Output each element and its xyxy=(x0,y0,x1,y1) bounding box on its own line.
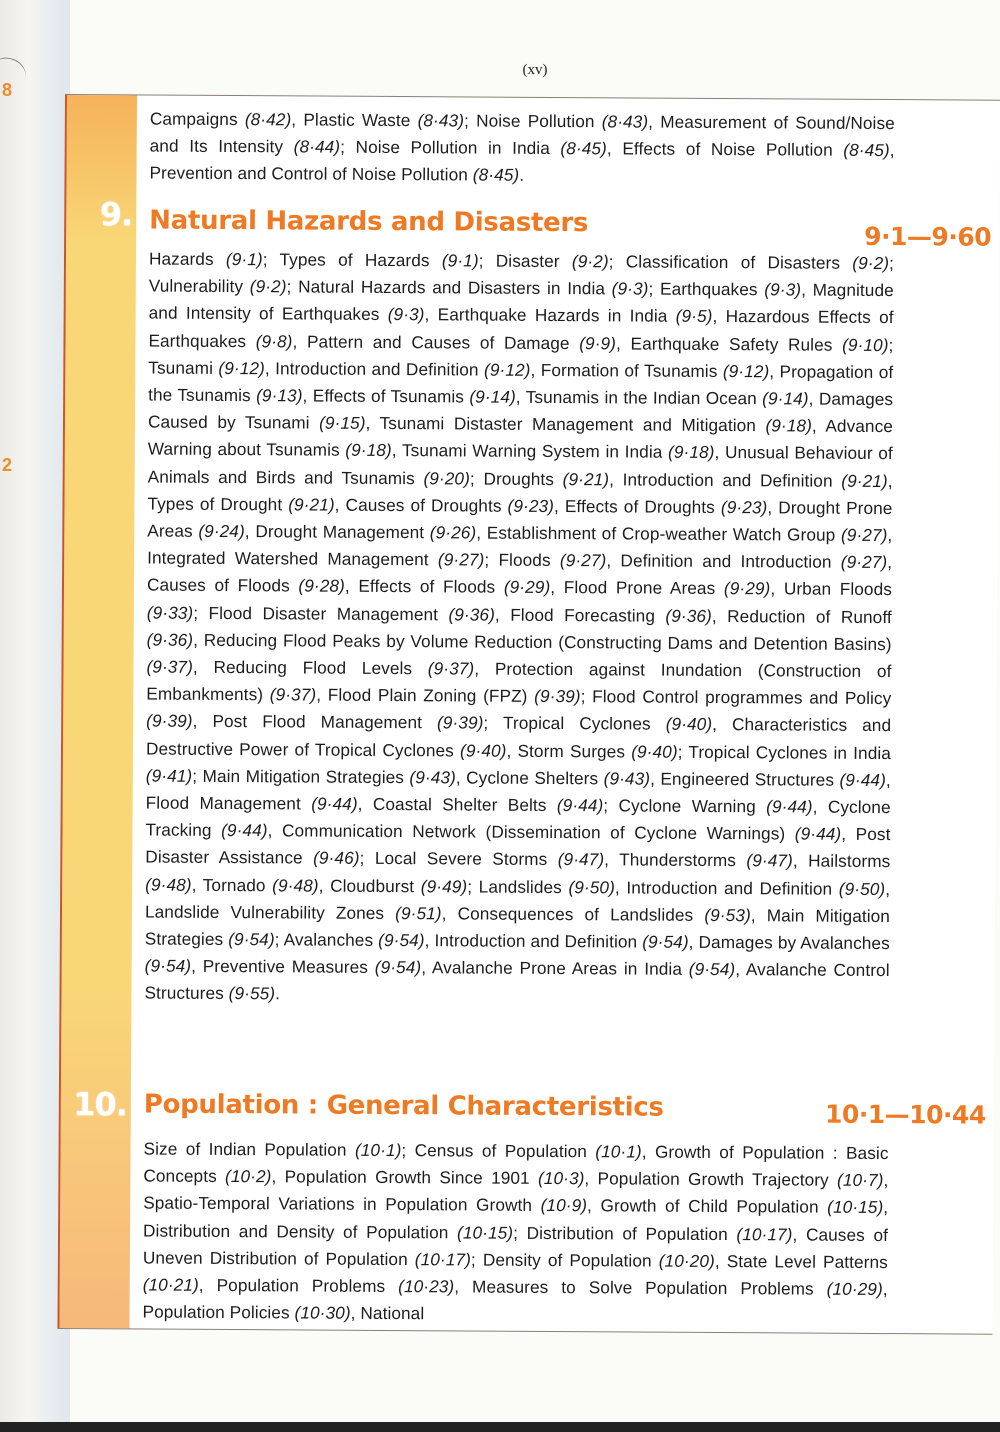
page-reference: (10·2) xyxy=(225,1166,272,1187)
page-reference: (9·43) xyxy=(409,766,456,788)
page-reference: (9·43) xyxy=(603,768,651,789)
page-reference: (9·44) xyxy=(311,793,358,814)
page-reference: (10·15) xyxy=(827,1197,884,1218)
page-reference: (9·2) xyxy=(249,276,287,297)
page-reference: (10·30) xyxy=(294,1302,351,1323)
page-reference: (9·40) xyxy=(631,741,678,762)
page-reference: (9·50) xyxy=(568,876,616,898)
page-reference: (9·48) xyxy=(145,874,192,895)
page-reference: (9·54) xyxy=(374,957,422,978)
page-reference: (9·5) xyxy=(675,306,713,327)
adjacent-page-number-fragment: 8 xyxy=(2,80,13,100)
chapter-number: 9. xyxy=(99,195,133,234)
page-reference: (9·18) xyxy=(765,415,813,436)
page-reference: (9·24) xyxy=(198,520,245,542)
page-reference: (8·45) xyxy=(472,164,520,186)
chapter-number: 10. xyxy=(73,1085,127,1124)
page-reference: (9·2) xyxy=(571,251,609,272)
page-reference: (9·33) xyxy=(146,602,194,623)
page-reference: (9·10) xyxy=(842,334,889,355)
page-reference: (10·23) xyxy=(398,1276,455,1297)
page-reference: (10·17) xyxy=(736,1223,793,1245)
page-reference: (9·51) xyxy=(395,902,442,924)
page-reference: (9·54) xyxy=(378,930,425,951)
page-reference: (9·44) xyxy=(221,820,268,841)
page-reference: (9·54) xyxy=(688,959,736,980)
page-reference: (8·45) xyxy=(560,138,607,159)
page-reference: (8·42) xyxy=(244,109,292,130)
chapter-title: Natural Hazards and Disasters xyxy=(149,205,589,239)
page-reference: (9·23) xyxy=(507,495,555,516)
page-reference: (9·44) xyxy=(766,796,813,817)
page-reference: (9·44) xyxy=(839,769,886,790)
page-reference: (9·12) xyxy=(722,360,770,382)
page-reference: (9·15) xyxy=(319,412,366,434)
page-reference: (9·18) xyxy=(668,442,715,463)
page-reference: (9·39) xyxy=(436,712,484,734)
contents-panel xyxy=(57,94,1000,1335)
page-reference: (9·27) xyxy=(840,524,888,546)
page-reference: (9·37) xyxy=(427,658,475,679)
page-reference: (10·1) xyxy=(595,1141,642,1162)
page-reference: (9·9) xyxy=(579,332,617,353)
page-reference: (9·40) xyxy=(665,714,713,735)
page-reference: (8·43) xyxy=(601,111,649,132)
page-reference: (9·53) xyxy=(704,904,751,926)
page-reference: (10·3) xyxy=(537,1168,585,1189)
chapter-number-strip xyxy=(57,95,137,1328)
chapter-10-topics-text: Size of Indian Population (10·1); Census of Population (10·1), Growth of Population : Basic Concepts (10·2), Population Growth Since 1901 (10·3), Population Growth Trajectory (10·7), Spatio-Temporal Variations in Population Growth (10·9), Growth of Child Population (10·15), Distribution and Density of Population (10·15); Distribution of Population (10·17), Causes of Uneven Distribution of Population (10·17); Density of Population (10·20), State Level Patterns (10·21), Population Problems (10·23), Measures to Solve Population Problems (10·29), Population Policies (10·30), National xyxy=(142,1138,889,1324)
page-reference: (8·45) xyxy=(843,139,890,161)
page-reference: (9·3) xyxy=(611,278,649,299)
page-reference: (9·18) xyxy=(345,440,392,461)
chapter-9-topics-text: Hazards (9·1); Types of Hazards (9·1); Disaster (9·2); Classification of Disasters (9·2); Vulnerability (9·2); Natural Hazards and Disasters in India (9·3); Earthquakes (9·3), Magnitude and Intensity of Earthquakes (9·3), Earthquake Hazards in India (9·5), Hazardous Effects of Earthquakes (9·8), Pattern and Causes of Damage (9·9), Earthquake Safety Rules (9·10); Tsunami (9·12), Introduction and Definition (9·12), Formation of Tsunamis (9·12), Propagation of the Tsunamis (9·13), Effects of Tsunamis (9·14), Tsunamis in the Indian Ocean (9·14), Damages Caused by Tsunami (9·15), Tsunami Distaster Management and Mitigation (9·18), Advance Warning about Tsunamis (9·18), Tsunami Warning System in India (9·18), Unusual Behaviour of Animals and Birds and Tsunamis (9·20); Droughts (9·21), Introduction and Definition (9·21), Types of Drought (9·21), Causes of Droughts (9·23), Effects of Droughts (9·23), Drought Prone Areas (9·24), Drought Management (9·26), Establishment of Crop-weather Watch Group (9·27), Integrated Watershed Management (9·27); Floods (9·27), Definition and Introduction (9·27), Causes of Floods (9·28), Effects of Floods (9·29), Flood Prone Areas (9·29), Urban Floods (9·33); Flood Disaster Management (9·36), Flood Forecasting (9·36), Reduction of Runoff (9·36), Reducing Flood Peaks by Volume Reduction (Constructing Dams and Detention Basins) (9·37), Reducing Flood Levels (9·37), Protection against Inundation (Construction of Embankments) (9·37), Flood Plain Zoning (FPZ) (9·39); Flood Control programmes and Policy (9·39), Post Flood Management (9·39); Tropical Cyclones (9·40), Characteristics and Destructive Power of Tropical Cyclones (9·40), Storm Surges (9·40); Tropical Cyclones in India (9·41); Main Mitigation Strategies (9·43), Cyclone Shelters (9·43), Engineered Structures (9·44), Flood Management (9·44), Coastal Shelter Belts (9·44); Cyclone Warning (9·44), Cyclone Tracking (9·44), Communication Network (Dissemination of Cyclone Warnings) (9·44), Post Disaster Assistance (9·46); Local Severe Storms (9·47), Thunderstorms (9·47), Hailstorms (9·48), Tornado (9·48), Cloudburst (9·49); Landslides (9·50), Introduction and Definition (9·50), Landslide Vulnerability Zones (9·51), Consequences of Landslides (9·53), Main Mitigation Strategies (9·54); Avalanches (9·54), Introduction and Definition (9·54), Damages by Avalanches (9·54), Preventive Measures (9·54), Avalanche Prone Areas in India (9·54), Avalanche Control Structures (9·55). xyxy=(144,248,895,1004)
page-reference: (9·29) xyxy=(723,578,771,599)
page-reference: (9·47) xyxy=(557,849,605,870)
page-reference: (9·54) xyxy=(642,931,689,952)
page-reference: (10·20) xyxy=(658,1250,715,1271)
chapter-page-range: 10·1—10·44 xyxy=(824,1099,986,1130)
page-reference: (9·2) xyxy=(852,252,890,274)
page-reference: (9·39) xyxy=(534,686,581,707)
chapter-page-range: 9·1—9·60 xyxy=(864,221,992,252)
page-reference: (9·21) xyxy=(562,468,610,489)
page-reference: (9·12) xyxy=(218,357,265,379)
page-reference: (8·43) xyxy=(417,110,465,131)
page-reference: (9·13) xyxy=(256,385,303,406)
page-reference: (9·54) xyxy=(144,955,192,977)
page-reference: (9·20) xyxy=(423,467,471,489)
page-reference: (9·47) xyxy=(746,850,793,871)
page-reference: (9·36) xyxy=(146,629,194,650)
page-reference: (9·26) xyxy=(429,522,477,543)
page-reference: (10·7) xyxy=(836,1169,884,1191)
page-reference: (10·17) xyxy=(414,1248,471,1270)
page-reference: (9·37) xyxy=(146,656,194,677)
page-reference: (8·44) xyxy=(293,136,341,157)
page-reference: (9·1) xyxy=(225,248,263,270)
page-reference: (9·14) xyxy=(762,388,809,409)
page-reference: (9·8) xyxy=(255,330,293,352)
page-reference: (9·21) xyxy=(288,494,335,515)
page-reference: (9·12) xyxy=(483,359,531,380)
page-reference: (9·23) xyxy=(720,496,768,518)
page-number: (xv) xyxy=(522,62,548,78)
page-reference: (9·28) xyxy=(298,575,345,597)
chapter-8-continuation-text: Campaigns (8·42), Plastic Waste (8·43); Noise Pollution (8·43), Measurement of Sound/Noise and Its Intensity (8·44); Noise Pollution in India (8·45), Effects of Noise Pollution (8·45), Prevention and Control of Noise Pollution (8·45). xyxy=(149,108,895,186)
page-reference: (9·55) xyxy=(228,983,276,1004)
page-reference: (9·44) xyxy=(794,823,842,845)
page-reference: (9·36) xyxy=(665,605,712,626)
page-reference: (9·48) xyxy=(272,874,319,896)
page-reference: (9·14) xyxy=(469,386,516,407)
page-reference: (9·27) xyxy=(437,549,485,570)
page-reference: (9·49) xyxy=(420,875,468,897)
page-reference: (9·54) xyxy=(228,929,275,950)
page-reference: (10·29) xyxy=(826,1278,883,1300)
page-reference: (9·29) xyxy=(503,577,551,598)
page-reference: (10·15) xyxy=(456,1222,514,1243)
page-reference: (10·1) xyxy=(354,1139,402,1161)
page-reference: (9·50) xyxy=(838,878,886,899)
page-reference: (9·3) xyxy=(764,279,802,300)
page-reference: (9·1) xyxy=(441,250,479,271)
page-reference: (10·9) xyxy=(540,1195,588,1216)
page-reference: (9·46) xyxy=(313,847,360,869)
adjacent-page-number-fragment: 2 xyxy=(2,455,13,475)
page-reference: (9·41) xyxy=(145,765,193,786)
page-reference: (9·44) xyxy=(556,795,604,816)
page-reference: (9·37) xyxy=(269,684,317,705)
chapter-title: Population : General Characteristics xyxy=(143,1089,664,1123)
page-reference: (10·21) xyxy=(142,1274,199,1295)
page-reference: (9·40) xyxy=(459,740,507,761)
page-reference: (9·27) xyxy=(559,550,607,571)
scan-edge-shadow xyxy=(0,1422,1000,1432)
page-reference: (9·27) xyxy=(840,551,888,573)
page-reference: (9·21) xyxy=(841,470,888,491)
page-reference: (9·36) xyxy=(448,603,496,625)
page-reference: (9·3) xyxy=(387,304,425,325)
page-reference: (9·39) xyxy=(146,710,193,732)
